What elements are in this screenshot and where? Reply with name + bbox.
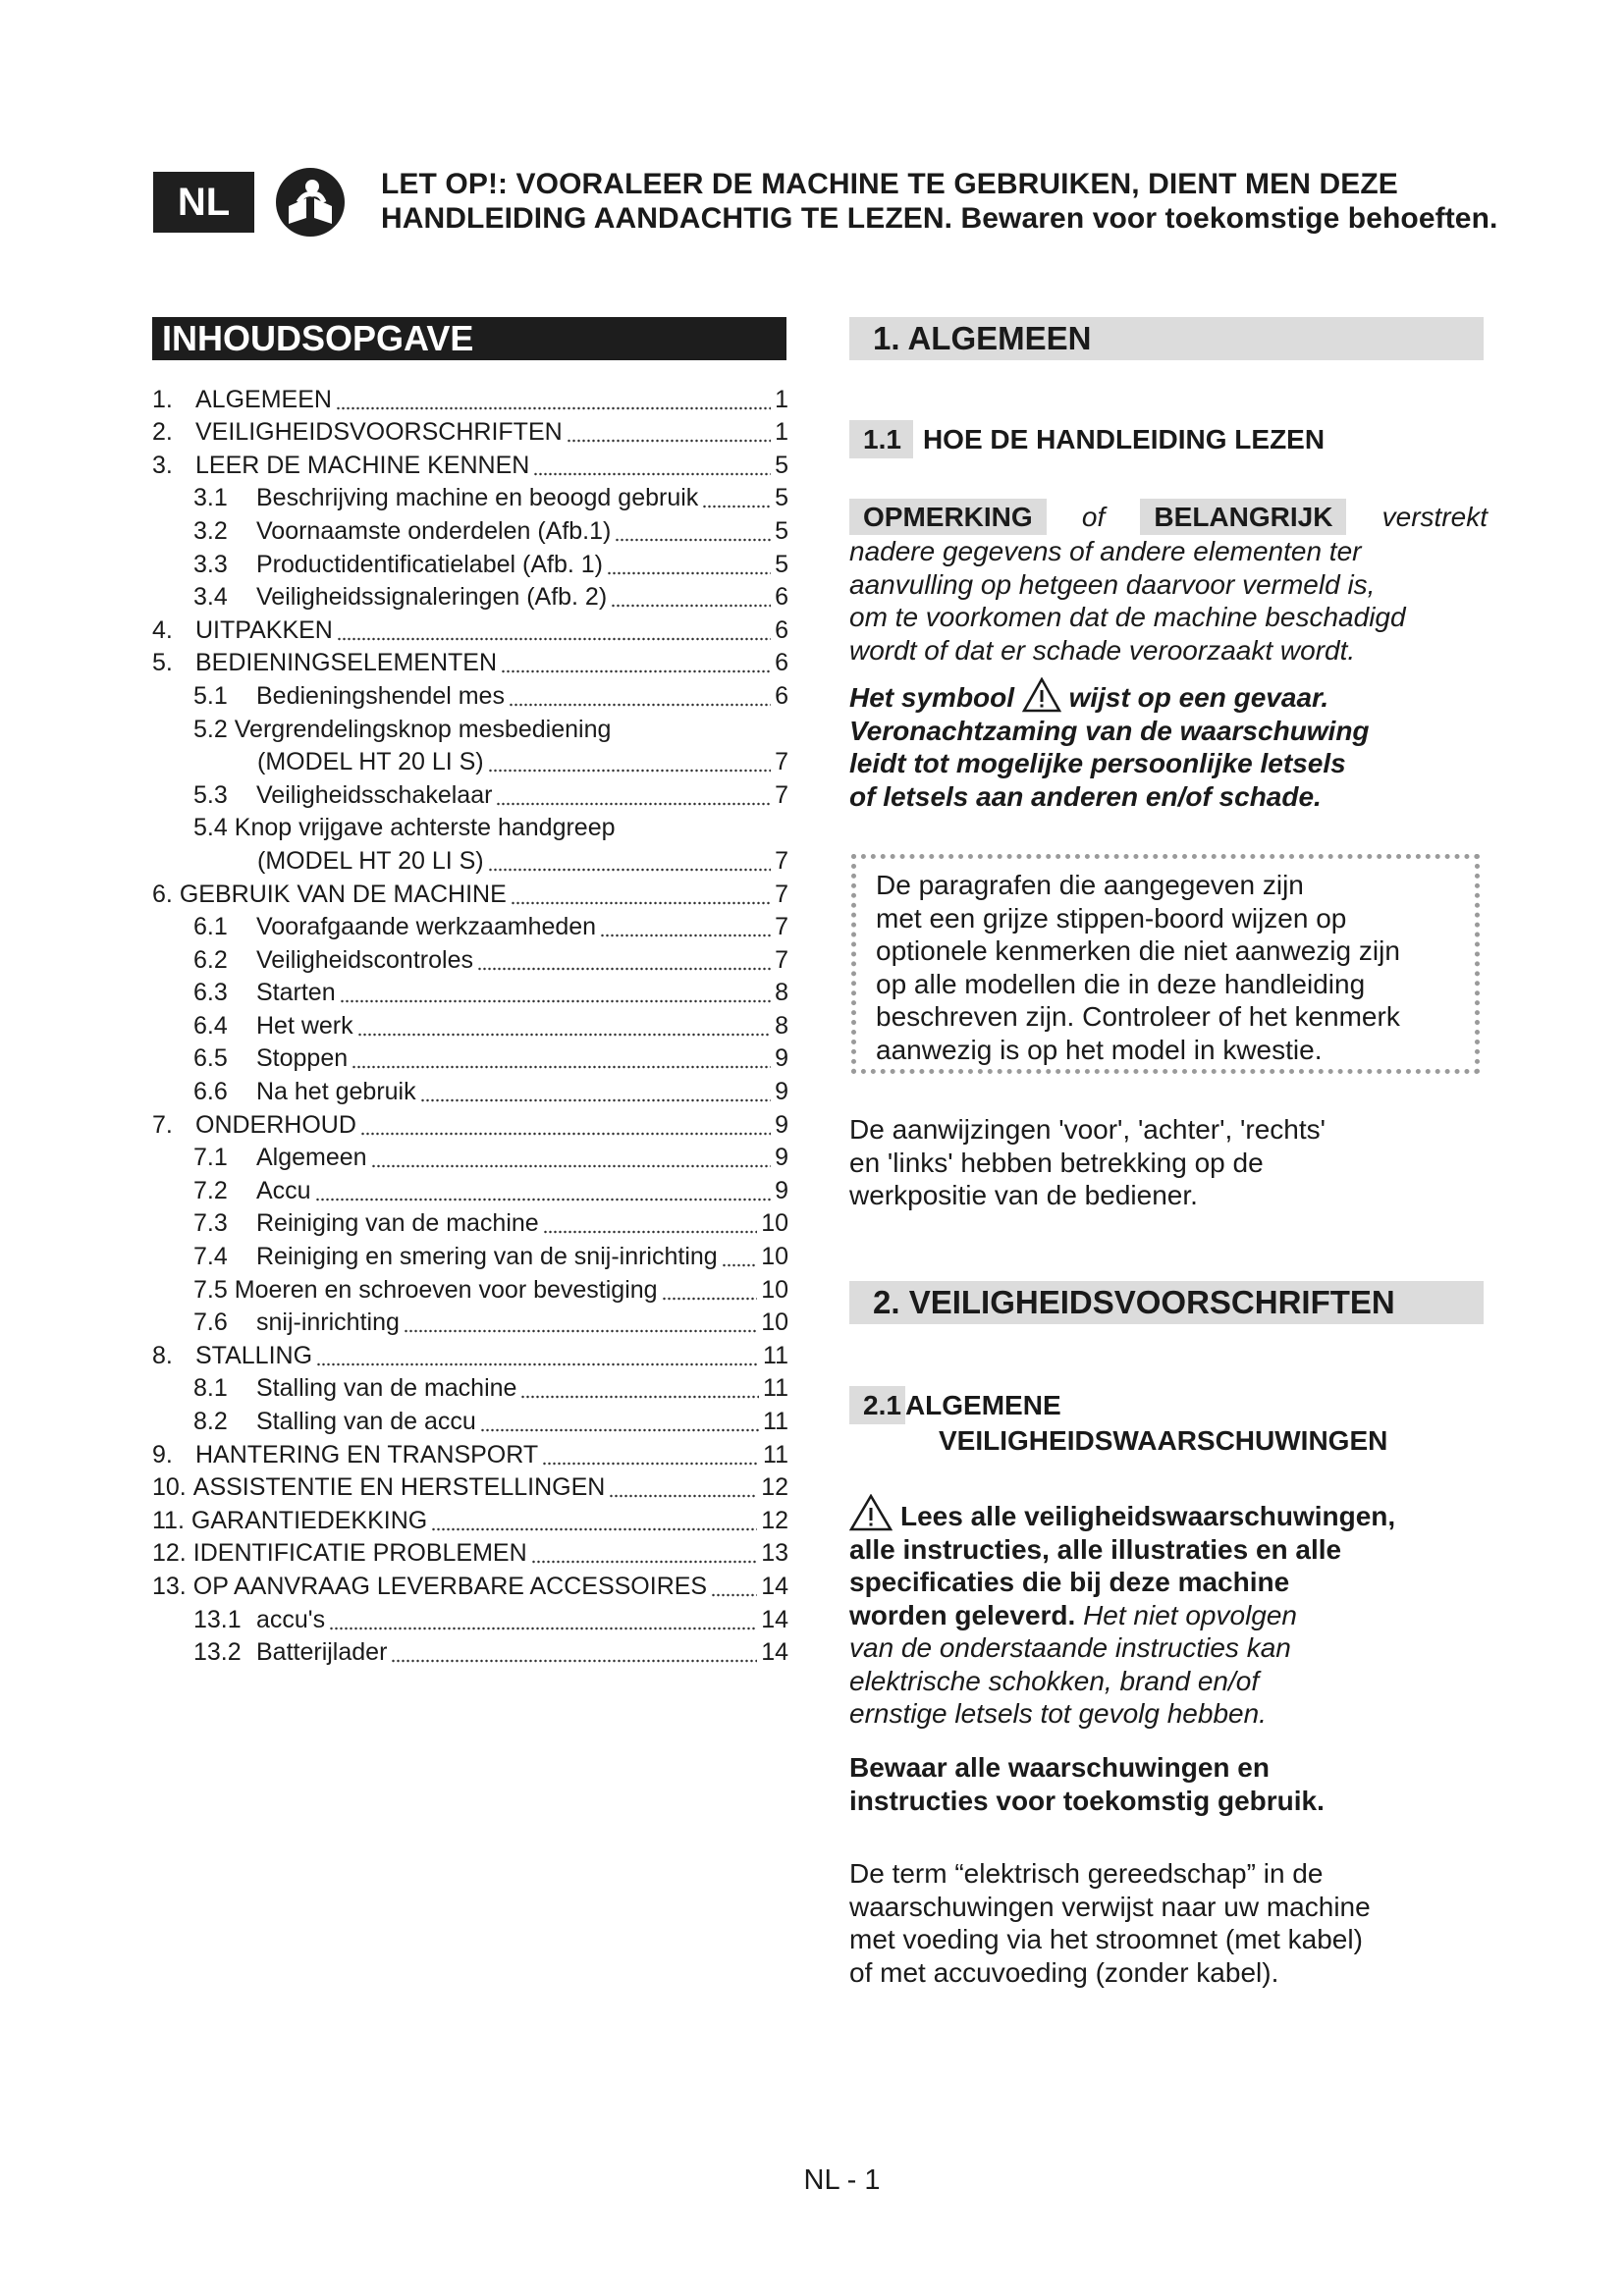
toc-entry (152, 381, 788, 414)
toc-entry (152, 941, 788, 975)
toc-entry-number: 5.3 (193, 780, 228, 809)
toc-entry-number: 13.1 (193, 1605, 242, 1633)
subsection-number: 2.1 (849, 1386, 905, 1424)
toc-entry-number: 6.6 (193, 1078, 228, 1106)
toc-leader-dots (315, 1178, 772, 1201)
text-line: met een grijze stippen-boord wijzen op (876, 902, 1347, 934)
text-line: van de onderstaande instructies kan (849, 1632, 1291, 1663)
toc-entry-number: 2. (152, 418, 173, 447)
toc-leader-dots (520, 1375, 759, 1399)
toc-entry-number: 5.2 (193, 715, 228, 743)
toc-entry-page: 7 (775, 748, 788, 776)
danger-symbol-paragraph (849, 677, 1497, 813)
toc-leader-dots (404, 1309, 757, 1333)
toc-leader-dots (531, 1540, 758, 1564)
toc-entry (152, 1403, 788, 1436)
toc-leader-dots (352, 1045, 771, 1069)
toc-entry (152, 1305, 788, 1338)
text-line: met voeding via het stroomnet (met kabel) (849, 1924, 1363, 1954)
toc-entry-number: 9. (152, 1440, 173, 1468)
toc-entry-number: 4. (152, 615, 173, 644)
toc-entry (152, 1041, 788, 1074)
toc-entry-number: 3.1 (193, 484, 228, 512)
toc-entry-page: 13 (761, 1539, 788, 1568)
toc-entry-page: 7 (775, 880, 788, 908)
toc-entry-page: 12 (761, 1473, 788, 1502)
toc-entry-page: 9 (775, 1110, 788, 1139)
toc-entry-page: 1 (775, 385, 788, 413)
toc-entry-number: 6.3 (193, 979, 228, 1007)
toc-entry (152, 414, 788, 448)
toc-entry-title: VEILIGHEIDSVOORSCHRIFTEN (195, 418, 563, 447)
toc-leader-dots (488, 749, 771, 773)
toc-entry-page: 11 (763, 1440, 788, 1468)
toc-leader-dots (360, 1112, 771, 1136)
toc-leader-dots (340, 980, 771, 1003)
toc-entry-title: (MODEL HT 20 LI S) (257, 846, 484, 875)
toc-entry (152, 876, 788, 909)
toc-entry-number: 6. (152, 880, 173, 908)
table-of-contents (152, 381, 788, 1667)
toc-leader-dots (511, 881, 771, 905)
subsection-title: HOE DE HANDLEIDING LEZEN (922, 424, 1326, 454)
toc-entry-title: (MODEL HT 20 LI S) (257, 748, 484, 776)
toc-entry-page: 10 (761, 1308, 788, 1337)
toc-entry-title: Voornaamste onderdelen (Afb.1) (256, 516, 612, 545)
text-line: De paragrafen die aangegeven zijn (876, 870, 1304, 900)
toc-entry-title: Stalling van de machine (256, 1374, 517, 1403)
toc-entry-number: 8.2 (193, 1408, 228, 1435)
toc-entry-page: 8 (775, 1011, 788, 1040)
toc-leader-dots (609, 1474, 757, 1498)
toc-entry-page: 7 (775, 945, 788, 974)
toc-entry (152, 1140, 788, 1173)
page-number: NL - 1 (803, 2164, 881, 2196)
toc-entry-title: Reiniging van de machine (256, 1209, 539, 1238)
toc-entry-title: Productidentificatielabel (Afb. 1) (256, 550, 603, 578)
toc-entry-number: 7.5 (193, 1275, 228, 1304)
toc-entry-page: 9 (775, 1078, 788, 1106)
text-line: aanvulling op hetgeen daarvoor vermeld is, (849, 568, 1376, 600)
toc-entry (152, 645, 788, 678)
toc-entry-number: 6.2 (193, 945, 228, 974)
toc-entry-number: 7.4 (193, 1243, 228, 1271)
toc-entry-number: 3.2 (193, 516, 228, 545)
toc-leader-dots (316, 1343, 759, 1366)
toc-entry (152, 612, 788, 645)
toc-entry-title: Starten (256, 979, 336, 1007)
text-line: Bewaar alle waarschuwingen en (849, 1752, 1270, 1783)
note-paragraph (849, 499, 1488, 667)
toc-entry-title: Stoppen (256, 1044, 349, 1073)
power-tool-term-paragraph (849, 1857, 1497, 1989)
toc-entry-page: 10 (761, 1275, 788, 1304)
warning-line: LET OP!: VOORALEER DE MACHINE TE GEBRUIKEN, DIENT MEN DEZE (381, 168, 1398, 200)
toc-leader-dots (329, 1607, 757, 1630)
toc-entry-title: STALLING (195, 1341, 313, 1369)
toc-entry-page: 11 (763, 1341, 788, 1369)
toc-leader-dots (371, 1145, 772, 1168)
general-warning-paragraph (849, 1494, 1497, 1731)
toc-entry-title: HANTERING EN TRANSPORT (195, 1440, 539, 1468)
toc-leader-dots (488, 848, 771, 872)
toc-entry (152, 1634, 788, 1668)
toc-entry-title: ALGEMEEN (195, 385, 332, 413)
toc-entry-title: Moeren en schroeven voor bevestiging (234, 1275, 658, 1304)
section-1-heading: 1. ALGEMEEN (849, 317, 1484, 360)
text-line: op alle modellen die in deze handleiding (876, 968, 1366, 999)
toc-entry (152, 1535, 788, 1569)
toc-entry (152, 1106, 788, 1140)
toc-leader-dots (615, 518, 771, 542)
text-line: optionele kenmerken die niet aanwezig zijn (876, 935, 1400, 966)
toc-entry-page: 5 (775, 451, 788, 479)
toc-entry (152, 1370, 788, 1404)
text-line: De aanwijzingen 'voor', 'achter', 'rechts' (849, 1114, 1326, 1145)
toc-entry (152, 1172, 788, 1205)
text-line: beschreven zijn. Controleer of het kenmerk (876, 1001, 1400, 1032)
toc-entry-title: Batterijlader (256, 1638, 388, 1667)
toc-entry-page: 14 (761, 1605, 788, 1633)
toc-entry-title: LEER DE MACHINE KENNEN (195, 451, 530, 479)
text-fragment: Het niet opvolgen (1083, 1599, 1298, 1630)
toc-title: INHOUDSOPGAVE (152, 317, 786, 360)
toc-entry-title: IDENTIFICATIE PROBLEMEN (192, 1539, 527, 1568)
toc-entry (152, 447, 788, 480)
toc-entry-page: 7 (775, 780, 788, 809)
toc-entry-page: 14 (761, 1638, 788, 1667)
toc-entry-title: Knop vrijgave achterste handgreep (234, 814, 616, 842)
toc-leader-dots (607, 552, 771, 575)
toc-entry-title: Stalling van de accu (256, 1408, 476, 1435)
toc-entry-number: 8.1 (193, 1374, 228, 1403)
toc-entry (152, 1502, 788, 1535)
toc-entry (152, 546, 788, 579)
toc-leader-dots (611, 584, 771, 608)
text-line: wordt of dat er schade veroorzaakt wordt. (849, 634, 1356, 666)
toc-leader-dots (600, 914, 771, 937)
toc-entry (152, 975, 788, 1008)
optional-features-note-box (851, 854, 1480, 1074)
text-line: om te voorkomen dat de machine beschadigd (849, 602, 1406, 632)
toc-entry (152, 842, 788, 876)
toc-leader-dots (542, 1442, 759, 1466)
text-line: waarschuwingen verwijst naar uw machine (849, 1891, 1371, 1922)
text-fragment: Lees alle veiligheidswaarschuwingen, (900, 1501, 1396, 1531)
toc-entry (152, 1073, 788, 1106)
toc-entry (152, 512, 788, 546)
toc-entry (152, 1238, 788, 1271)
text-line: ernstige letsels tot gevolg hebben. (849, 1698, 1267, 1729)
subsection-1-1-heading (849, 420, 1325, 458)
toc-leader-dots (496, 782, 771, 806)
toc-entry (152, 1469, 788, 1503)
toc-entry-title: ASSISTENTIE EN HERSTELLINGEN (192, 1473, 606, 1502)
toc-entry (152, 810, 788, 843)
toc-entry-title: ONDERHOUD (195, 1110, 356, 1139)
toc-entry-number: 7. (152, 1110, 173, 1139)
read-manual-icon (275, 167, 346, 238)
toc-entry-title: Voorafgaande werkzaamheden (256, 913, 597, 941)
toc-entry (152, 1205, 788, 1239)
toc-entry-number: 5. (152, 649, 173, 677)
toc-leader-dots (722, 1244, 757, 1267)
toc-entry-title: Bedieningshendel mes (256, 681, 505, 710)
toc-entry-number: 10. (152, 1473, 187, 1502)
subsection-title: ALGEMENE (904, 1390, 1061, 1420)
toc-entry-title: accu's (256, 1605, 326, 1633)
toc-entry-page: 5 (775, 550, 788, 578)
text-line: of met accuvoeding (zonder kabel). (849, 1956, 1279, 1988)
toc-entry-number: 3.3 (193, 550, 228, 578)
toc-entry (152, 1007, 788, 1041)
toc-entry-number: 6.1 (193, 913, 228, 941)
toc-entry (152, 776, 788, 810)
toc-entry (152, 1271, 788, 1305)
subsection-2-1-heading (849, 1386, 1387, 1457)
toc-leader-dots (480, 1409, 759, 1432)
toc-entry-page: 11 (763, 1374, 788, 1403)
toc-leader-dots (336, 387, 771, 410)
text-line: en 'links' hebben betrekking op de (849, 1147, 1264, 1178)
toc-entry (152, 480, 788, 513)
toc-entry-page: 10 (761, 1243, 788, 1271)
toc-entry-number: 7.1 (193, 1144, 228, 1172)
toc-leader-dots (431, 1508, 757, 1531)
toc-entry-page: 7 (775, 913, 788, 941)
toc-entry-number: 1. (152, 385, 173, 413)
word-provides: verstrekt (1381, 501, 1488, 532)
safety-warning-heading (381, 167, 1520, 236)
toc-entry-page: 6 (775, 649, 788, 677)
toc-entry-title: Het werk (256, 1011, 353, 1040)
section-2-heading: 2. VEILIGHEIDSVOORSCHRIFTEN (849, 1281, 1484, 1324)
text-line: aanwezig is op het model in kwestie. (876, 1034, 1323, 1065)
toc-entry-page: 11 (763, 1408, 788, 1435)
warning-triangle-icon (849, 1494, 893, 1531)
toc-entry-number: 7.3 (193, 1209, 228, 1238)
text-line: specificaties die bij deze machine (849, 1567, 1290, 1597)
toc-entry (152, 677, 788, 711)
toc-leader-dots (420, 1079, 771, 1102)
subsection-number: 1.1 (849, 420, 913, 458)
toc-leader-dots (543, 1210, 758, 1234)
toc-entry-page: 5 (775, 484, 788, 512)
toc-leader-dots (391, 1639, 757, 1663)
toc-entry-page: 10 (761, 1209, 788, 1238)
toc-entry-page: 12 (761, 1506, 788, 1534)
text-fragment: wijst op een gevaar. (1068, 682, 1329, 713)
toc-entry-page: 14 (761, 1572, 788, 1600)
word-of: of (1081, 501, 1106, 532)
toc-entry-number: 12. (152, 1539, 187, 1568)
toc-leader-dots (509, 683, 771, 707)
toc-leader-dots (477, 947, 771, 971)
toc-entry (152, 909, 788, 942)
text-line: alle instructies, alle illustraties en alle (849, 1533, 1342, 1565)
toc-entry-page: 9 (775, 1044, 788, 1073)
toc-entry-number: 5.4 (193, 814, 228, 842)
text-line: werkpositie van de bediener. (849, 1180, 1198, 1210)
text-line: nadere gegevens of andere elementen ter (849, 536, 1362, 566)
toc-leader-dots (501, 650, 771, 673)
toc-entry-page: 8 (775, 979, 788, 1007)
toc-entry-number: 6.5 (193, 1044, 228, 1073)
toc-entry-number: 13. (152, 1572, 187, 1600)
toc-entry-page: 6 (775, 583, 788, 612)
toc-entry-title: UITPAKKEN (195, 615, 333, 644)
toc-entry-title: Accu (256, 1176, 311, 1204)
toc-entry-title: snij-inrichting (256, 1308, 400, 1337)
text-line: elektrische schokken, brand en/of (849, 1665, 1260, 1696)
toc-leader-dots (567, 419, 771, 443)
toc-entry-number: 7.6 (193, 1308, 228, 1337)
toc-entry-page: 9 (775, 1144, 788, 1172)
toc-entry-title: GEBRUIK VAN DE MACHINE (179, 880, 507, 908)
text-line: leidt tot mogelijke persoonlijke letsels (849, 748, 1346, 778)
toc-entry-number: 5.1 (193, 681, 228, 710)
toc-entry-title: OP AANVRAAG LEVERBARE ACCESSOIRES (192, 1572, 708, 1600)
toc-leader-dots (662, 1277, 758, 1301)
warning-line: HANDLEIDING AANDACHTIG TE LEZEN. Bewaren voor toekomstige behoeften. (381, 202, 1498, 235)
text-fragment: Het symbool (849, 682, 1015, 713)
toc-entry-title: Veiligheidsschakelaar (256, 780, 493, 809)
toc-entry-title: Beschrijving machine en beoogd gebruik (256, 484, 699, 512)
toc-entry-page: 5 (775, 516, 788, 545)
toc-entry (152, 1337, 788, 1370)
toc-entry-title: Na het gebruik (256, 1078, 416, 1106)
important-tag: BELANGRIJK (1140, 499, 1346, 535)
text-line: De term “elektrisch gereedschap” in de (849, 1858, 1324, 1889)
toc-leader-dots (711, 1574, 757, 1597)
toc-entry-title: Algemeen (256, 1144, 367, 1172)
toc-entry-number: 6.4 (193, 1011, 228, 1040)
text-fragment: worden geleverd. (849, 1599, 1076, 1630)
toc-entry-page: 6 (775, 681, 788, 710)
toc-entry (152, 1436, 788, 1469)
toc-entry-title: GARANTIEDEKKING (190, 1506, 428, 1534)
toc-entry-page: 6 (775, 615, 788, 644)
toc-entry-page: 9 (775, 1176, 788, 1204)
toc-entry (152, 1568, 788, 1601)
keep-instructions-paragraph (849, 1751, 1497, 1817)
toc-entry (152, 744, 788, 777)
toc-entry-title: Vergrendelingsknop mesbediening (234, 715, 612, 743)
language-badge: NL (153, 172, 254, 233)
toc-entry-number: 3.4 (193, 583, 228, 612)
toc-entry-number: 7.2 (193, 1176, 228, 1204)
toc-entry-title: Veiligheidssignaleringen (Afb. 2) (256, 583, 608, 612)
note-tag: OPMERKING (849, 499, 1047, 535)
toc-leader-dots (702, 485, 771, 508)
toc-entry-number: 3. (152, 451, 173, 479)
warning-triangle-icon (1022, 677, 1061, 713)
toc-entry-page: 1 (775, 418, 788, 447)
toc-leader-dots (357, 1013, 771, 1037)
toc-entry-number: 13.2 (193, 1638, 242, 1667)
toc-entry (152, 1601, 788, 1634)
subsection-title: VEILIGHEIDSWAARSCHUWINGEN (939, 1425, 1388, 1456)
text-line: of letsels aan anderen en/of schade. (849, 780, 1322, 812)
toc-entry-title: Reiniging en smering van de snij-inrichting (256, 1243, 718, 1271)
toc-entry (152, 711, 788, 744)
toc-entry-title: BEDIENINGSELEMENTEN (195, 649, 498, 677)
text-line: instructies voor toekomstig gebruik. (849, 1785, 1325, 1816)
toc-entry-number: 11. (152, 1506, 185, 1534)
toc-entry-title: Veiligheidscontroles (256, 945, 473, 974)
directions-paragraph (849, 1113, 1497, 1212)
toc-entry-number: 8. (152, 1341, 173, 1369)
toc-entry-page: 7 (775, 846, 788, 875)
text-line: Veronachtzaming van de waarschuwing (849, 715, 1370, 746)
toc-leader-dots (337, 617, 771, 641)
toc-leader-dots (533, 453, 771, 476)
toc-entry (152, 579, 788, 613)
